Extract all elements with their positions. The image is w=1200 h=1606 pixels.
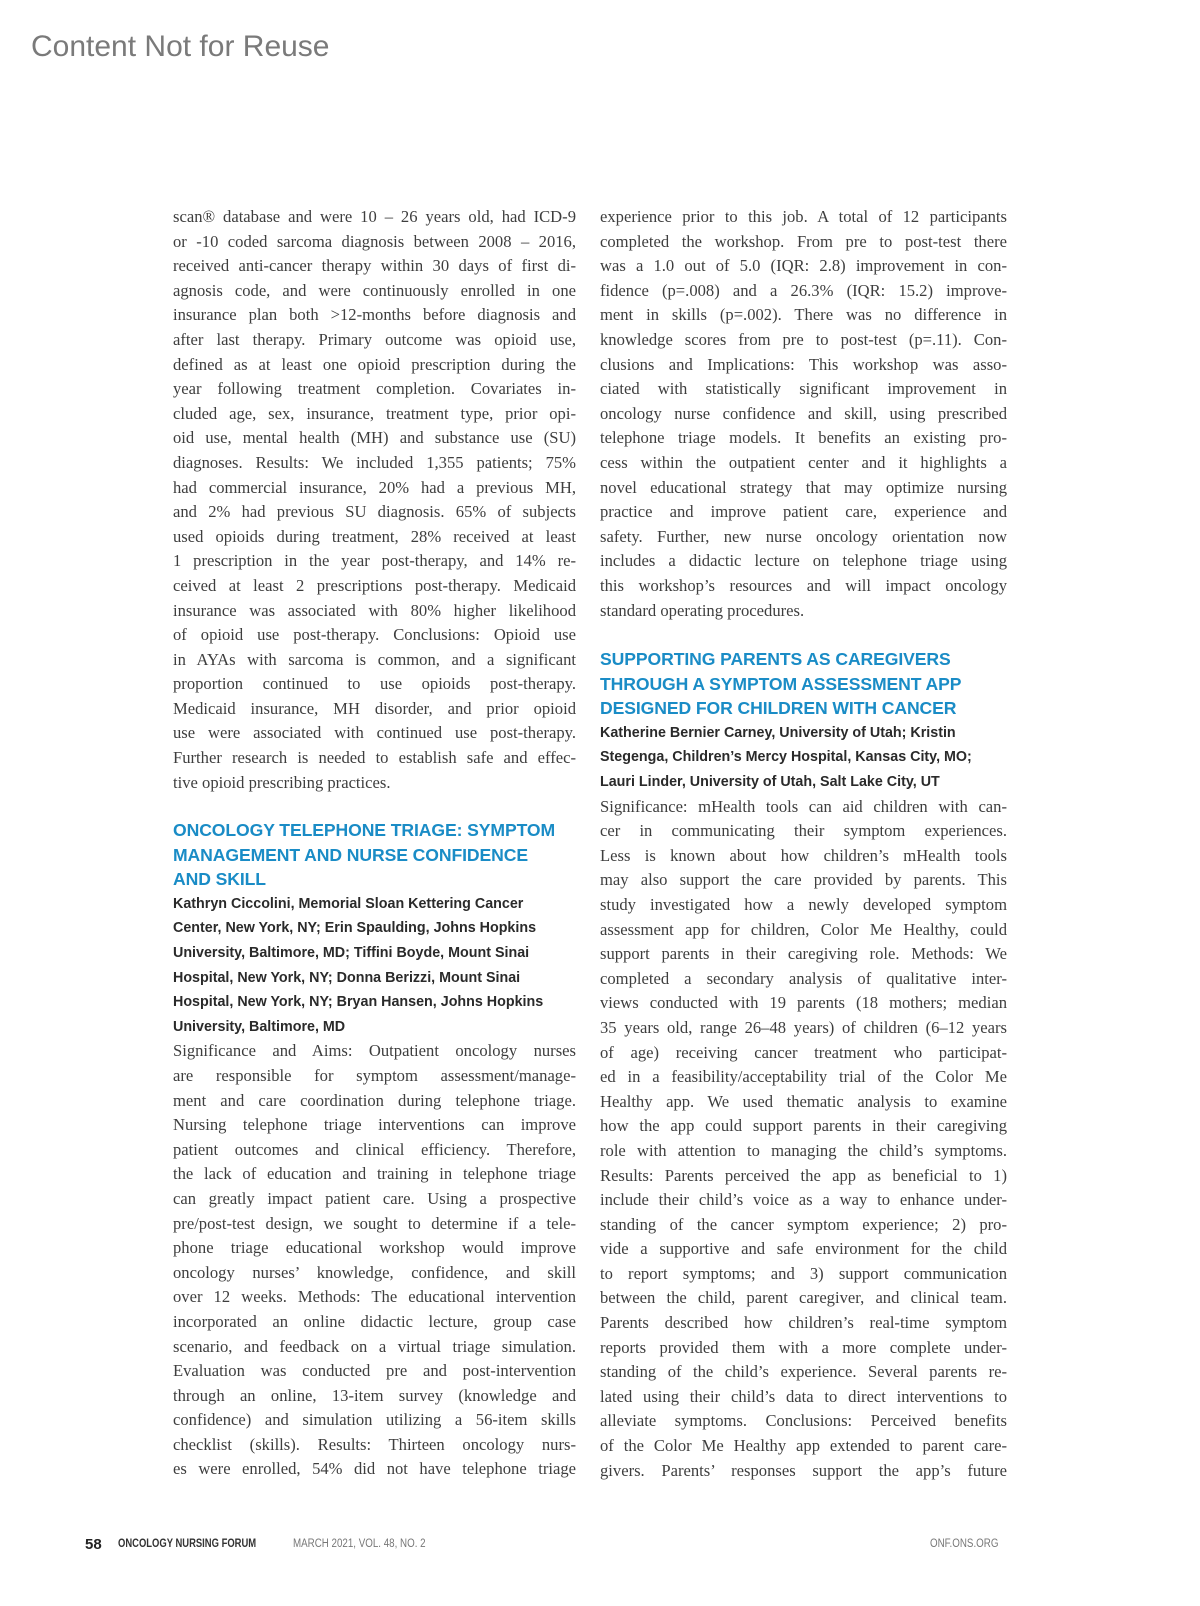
text-line: Less is known about how children’s mHealth tools xyxy=(600,845,1007,865)
text-line: checklist (skills). Results: Thirteen oncology nurs- xyxy=(173,1434,576,1454)
page-number: 58 xyxy=(85,1536,102,1553)
text-line: Evaluation was conducted pre and post-intervention xyxy=(173,1361,576,1381)
text-line: cluded age, sex, insurance, treatment type, prior opi- xyxy=(173,403,576,423)
text-line: scenario, and feedback on a virtual triage simulation. xyxy=(173,1336,576,1356)
text-line: in AYAs with sarcoma is common, and a significant xyxy=(173,649,576,669)
text-line: year following treatment completion. Covariates in- xyxy=(173,379,576,399)
article-authors-supporting-parents xyxy=(600,721,1007,795)
text-line: oncology nurse confidence and skill, using prescribed xyxy=(600,403,1007,423)
text-line: views conducted with 19 parents (18 mothers; median xyxy=(600,993,1007,1013)
text-line: standing of the cancer symptom experience; 2) pro- xyxy=(600,1214,1007,1234)
text-line: MANAGEMENT AND NURSE CONFIDENCE xyxy=(173,844,528,865)
text-line: between the child, parent caregiver, and clinical team. xyxy=(600,1288,1007,1308)
text-line: used opioids during treatment, 28% received at least xyxy=(173,526,576,546)
text-line: ciated with statistically significant improvement in xyxy=(600,379,1007,399)
text-line: includes a didactic lecture on telephone triage using xyxy=(600,551,1007,571)
text-line: es were enrolled, 54% did not have telephone triage xyxy=(173,1459,576,1479)
text-line: completed the workshop. From pre to post-test there xyxy=(600,231,1007,251)
text-line: lated using their child’s data to direct interventions to xyxy=(600,1386,1007,1406)
text-line: Parents described how children’s real-time symptom xyxy=(600,1313,1007,1333)
watermark-content-not-for-reuse: Content Not for Reuse xyxy=(31,30,330,63)
text-line: reports provided them with a more complete under- xyxy=(600,1337,1007,1357)
text-line: use were associated with continued use post-therapy. xyxy=(173,723,576,743)
text-line: confidence) and simulation utilizing a 56-item skills xyxy=(173,1410,576,1430)
text-line: role with attention to managing the child’s symptoms. xyxy=(600,1140,1007,1160)
text-line: Significance: mHealth tools can aid children with can- xyxy=(600,796,1007,816)
text-line: standing of the child’s experience. Several parents re- xyxy=(600,1362,1007,1382)
text-line: Significance and Aims: Outpatient oncology nurses xyxy=(173,1041,576,1061)
text-line: how the app could support parents in their caregiving xyxy=(600,1116,1007,1136)
text-line: support parents in their caregiving role. Methods: We xyxy=(600,944,1007,964)
text-line: of the Color Me Healthy app extended to parent care- xyxy=(600,1436,1007,1456)
text-line: standard operating procedures. xyxy=(600,600,805,620)
text-line: givers. Parents’ responses support the app’s future xyxy=(600,1460,1007,1480)
text-line: after last therapy. Primary outcome was opioid use, xyxy=(173,329,576,349)
text-line: AND SKILL xyxy=(173,869,266,890)
text-line: Medicaid insurance, MH disorder, and prior opioid xyxy=(173,698,576,718)
text-line: proportion continued to use opioids post-therapy. xyxy=(173,674,576,694)
text-line: Hospital, New York, NY; Bryan Hansen, Johns Hopkins xyxy=(173,994,544,1011)
text-line: ment in skills (p=.002). There was no difference in xyxy=(600,305,1007,325)
text-line: Results: Parents perceived the app as beneficial to 1) xyxy=(600,1165,1007,1185)
text-line: the lack of education and training in telephone triage xyxy=(173,1164,576,1184)
text-line: Lauri Linder, University of Utah, Salt Lake City, UT xyxy=(600,773,940,790)
article-authors-telephone-triage xyxy=(173,892,576,1040)
text-line: University, Baltimore, MD; Tiffini Boyde, Mount Sinai xyxy=(173,944,530,961)
text-line: Center, New York, NY; Erin Spaulding, Johns Hopkins xyxy=(173,920,537,937)
text-line: was a 1.0 out of 5.0 (IQR: 2.8) improvement in con- xyxy=(600,256,1007,276)
text-line: scan® database and were 10 – 26 years old, had ICD-9 xyxy=(173,207,576,226)
issue-info: MARCH 2021, VOL. 48, NO. 2 xyxy=(293,1538,426,1550)
text-line: over 12 weeks. Methods: The educational intervention xyxy=(173,1287,576,1307)
text-line: cer in communicating their symptom experiences. xyxy=(600,821,1007,841)
text-line: oid use, mental health (MH) and substance use (SU) xyxy=(173,428,576,448)
text-line: defined as at least one opioid prescription during the xyxy=(173,354,576,374)
text-line: assessment app for children, Color Me Healthy, could xyxy=(600,919,1007,939)
text-line: 1 prescription in the year post-therapy, and 14% re- xyxy=(173,551,576,571)
text-line: ed in a feasibility/acceptability trial of the Color Me xyxy=(600,1067,1007,1087)
text-line: oncology nurses’ knowledge, confidence, and skill xyxy=(173,1262,576,1282)
text-line: phone triage educational workshop would improve xyxy=(173,1238,576,1258)
text-line: University, Baltimore, MD xyxy=(173,1018,346,1035)
continued-abstract-text xyxy=(173,205,576,795)
text-line: safety. Further, new nurse oncology orientation now xyxy=(600,526,1007,546)
text-line: SUPPORTING PARENTS AS CAREGIVERS xyxy=(600,649,951,669)
text-line: of opioid use post-therapy. Conclusions: Opioid use xyxy=(173,625,576,645)
text-line: pre/post-test design, we sought to determine if a tele- xyxy=(173,1213,576,1233)
text-line: through an online, 13-item survey (knowledge and xyxy=(173,1385,576,1405)
text-line: practice and improve patient care, experience and xyxy=(600,502,1007,522)
text-line: tive opioid prescribing practices. xyxy=(173,772,391,792)
journal-name: ONCOLOGY NURSING FORUM xyxy=(118,1538,257,1550)
text-line: alleviate symptoms. Conclusions: Perceived benefits xyxy=(600,1411,1007,1431)
text-line: had commercial insurance, 20% had a previous MH, xyxy=(173,477,576,497)
text-line: diagnoses. Results: We included 1,355 patients; 75% xyxy=(173,452,576,472)
text-line: study investigated how a newly developed symptom xyxy=(600,894,1007,914)
text-line: agnosis code, and were continuously enrolled in one xyxy=(173,280,576,300)
text-line: Katherine Bernier Carney, University of Utah; Kristin xyxy=(600,724,956,741)
text-line: and 2% had previous SU diagnosis. 65% of subjects xyxy=(173,502,576,522)
text-line: experience prior to this job. A total of 12 participants xyxy=(600,207,1007,226)
text-line: ment and care coordination during telephone triage. xyxy=(173,1090,576,1110)
text-line: Nursing telephone triage interventions can improve xyxy=(173,1115,576,1135)
article-body-telephone-triage xyxy=(173,1039,576,1482)
text-line: include their child’s voice as a way to enhance under- xyxy=(600,1190,1007,1210)
text-line: cess within the outpatient center and it highlights a xyxy=(600,452,1007,472)
text-line: vide a supportive and safe environment for the child xyxy=(600,1239,1007,1259)
journal-url: ONF.ONS.ORG xyxy=(930,1538,999,1550)
text-line: are responsible for symptom assessment/manage- xyxy=(173,1065,576,1085)
text-line: patient outcomes and clinical efficiency. Therefore, xyxy=(173,1139,576,1159)
text-line: can greatly impact patient care. Using a prospective xyxy=(173,1188,576,1208)
text-line: Hospital, New York, NY; Donna Berizzi, Mount Sinai xyxy=(173,969,521,986)
text-line: ONCOLOGY TELEPHONE TRIAGE: SYMPTOM xyxy=(173,820,556,840)
text-line: 35 years old, range 26–48 years) of children (6–12 years xyxy=(600,1017,1007,1037)
text-line: insurance plan both >12-months before diagnosis and xyxy=(173,305,576,325)
text-line: Further research is needed to establish safe and effec- xyxy=(173,748,576,768)
text-line: Kathryn Ciccolini, Memorial Sloan Kettering Cancer xyxy=(173,895,524,912)
article-title-supporting-parents xyxy=(600,647,1007,721)
text-line: this workshop’s resources and will impact oncology xyxy=(600,575,1007,595)
text-line: received anti-cancer therapy within 30 days of first di- xyxy=(173,256,576,276)
text-line: may also support the care provided by parents. This xyxy=(600,870,1007,890)
text-line: of age) receiving cancer treatment who participat- xyxy=(600,1042,1007,1062)
text-line: fidence (p=.008) and a 26.3% (IQR: 15.2) improve- xyxy=(600,280,1007,300)
text-line: DESIGNED FOR CHILDREN WITH CANCER xyxy=(600,698,957,719)
text-line: to report symptoms; and 3) support communication xyxy=(600,1263,1007,1283)
text-line: THROUGH A SYMPTOM ASSESSMENT APP xyxy=(600,673,962,694)
text-line: or -10 coded sarcoma diagnosis between 2008 – 2016, xyxy=(173,231,576,251)
text-line: insurance was associated with 80% higher likelihood xyxy=(173,600,576,620)
text-line: completed a secondary analysis of qualitative inter- xyxy=(600,968,1007,988)
article-title-telephone-triage xyxy=(173,818,576,892)
text-line: knowledge scores from pre to post-test (p=.11). Con- xyxy=(600,329,1007,349)
text-line: Healthy app. We used thematic analysis to examine xyxy=(600,1091,1007,1111)
text-line: telephone triage models. It benefits an existing pro- xyxy=(600,428,1007,448)
text-line: clusions and Implications: This workshop was asso- xyxy=(600,354,1007,374)
article-body-supporting-parents xyxy=(600,795,1007,1484)
continued-abstract-text-telephone-triage xyxy=(600,205,1007,623)
text-line: incorporated an online didactic lecture, group case xyxy=(173,1311,576,1331)
text-line: Stegenga, Children’s Mercy Hospital, Kansas City, MO; xyxy=(600,749,972,766)
text-line: novel educational strategy that may optimize nursing xyxy=(600,477,1007,497)
page-footer xyxy=(0,1538,1200,1554)
text-line: ceived at least 2 prescriptions post-therapy. Medicaid xyxy=(173,575,576,595)
